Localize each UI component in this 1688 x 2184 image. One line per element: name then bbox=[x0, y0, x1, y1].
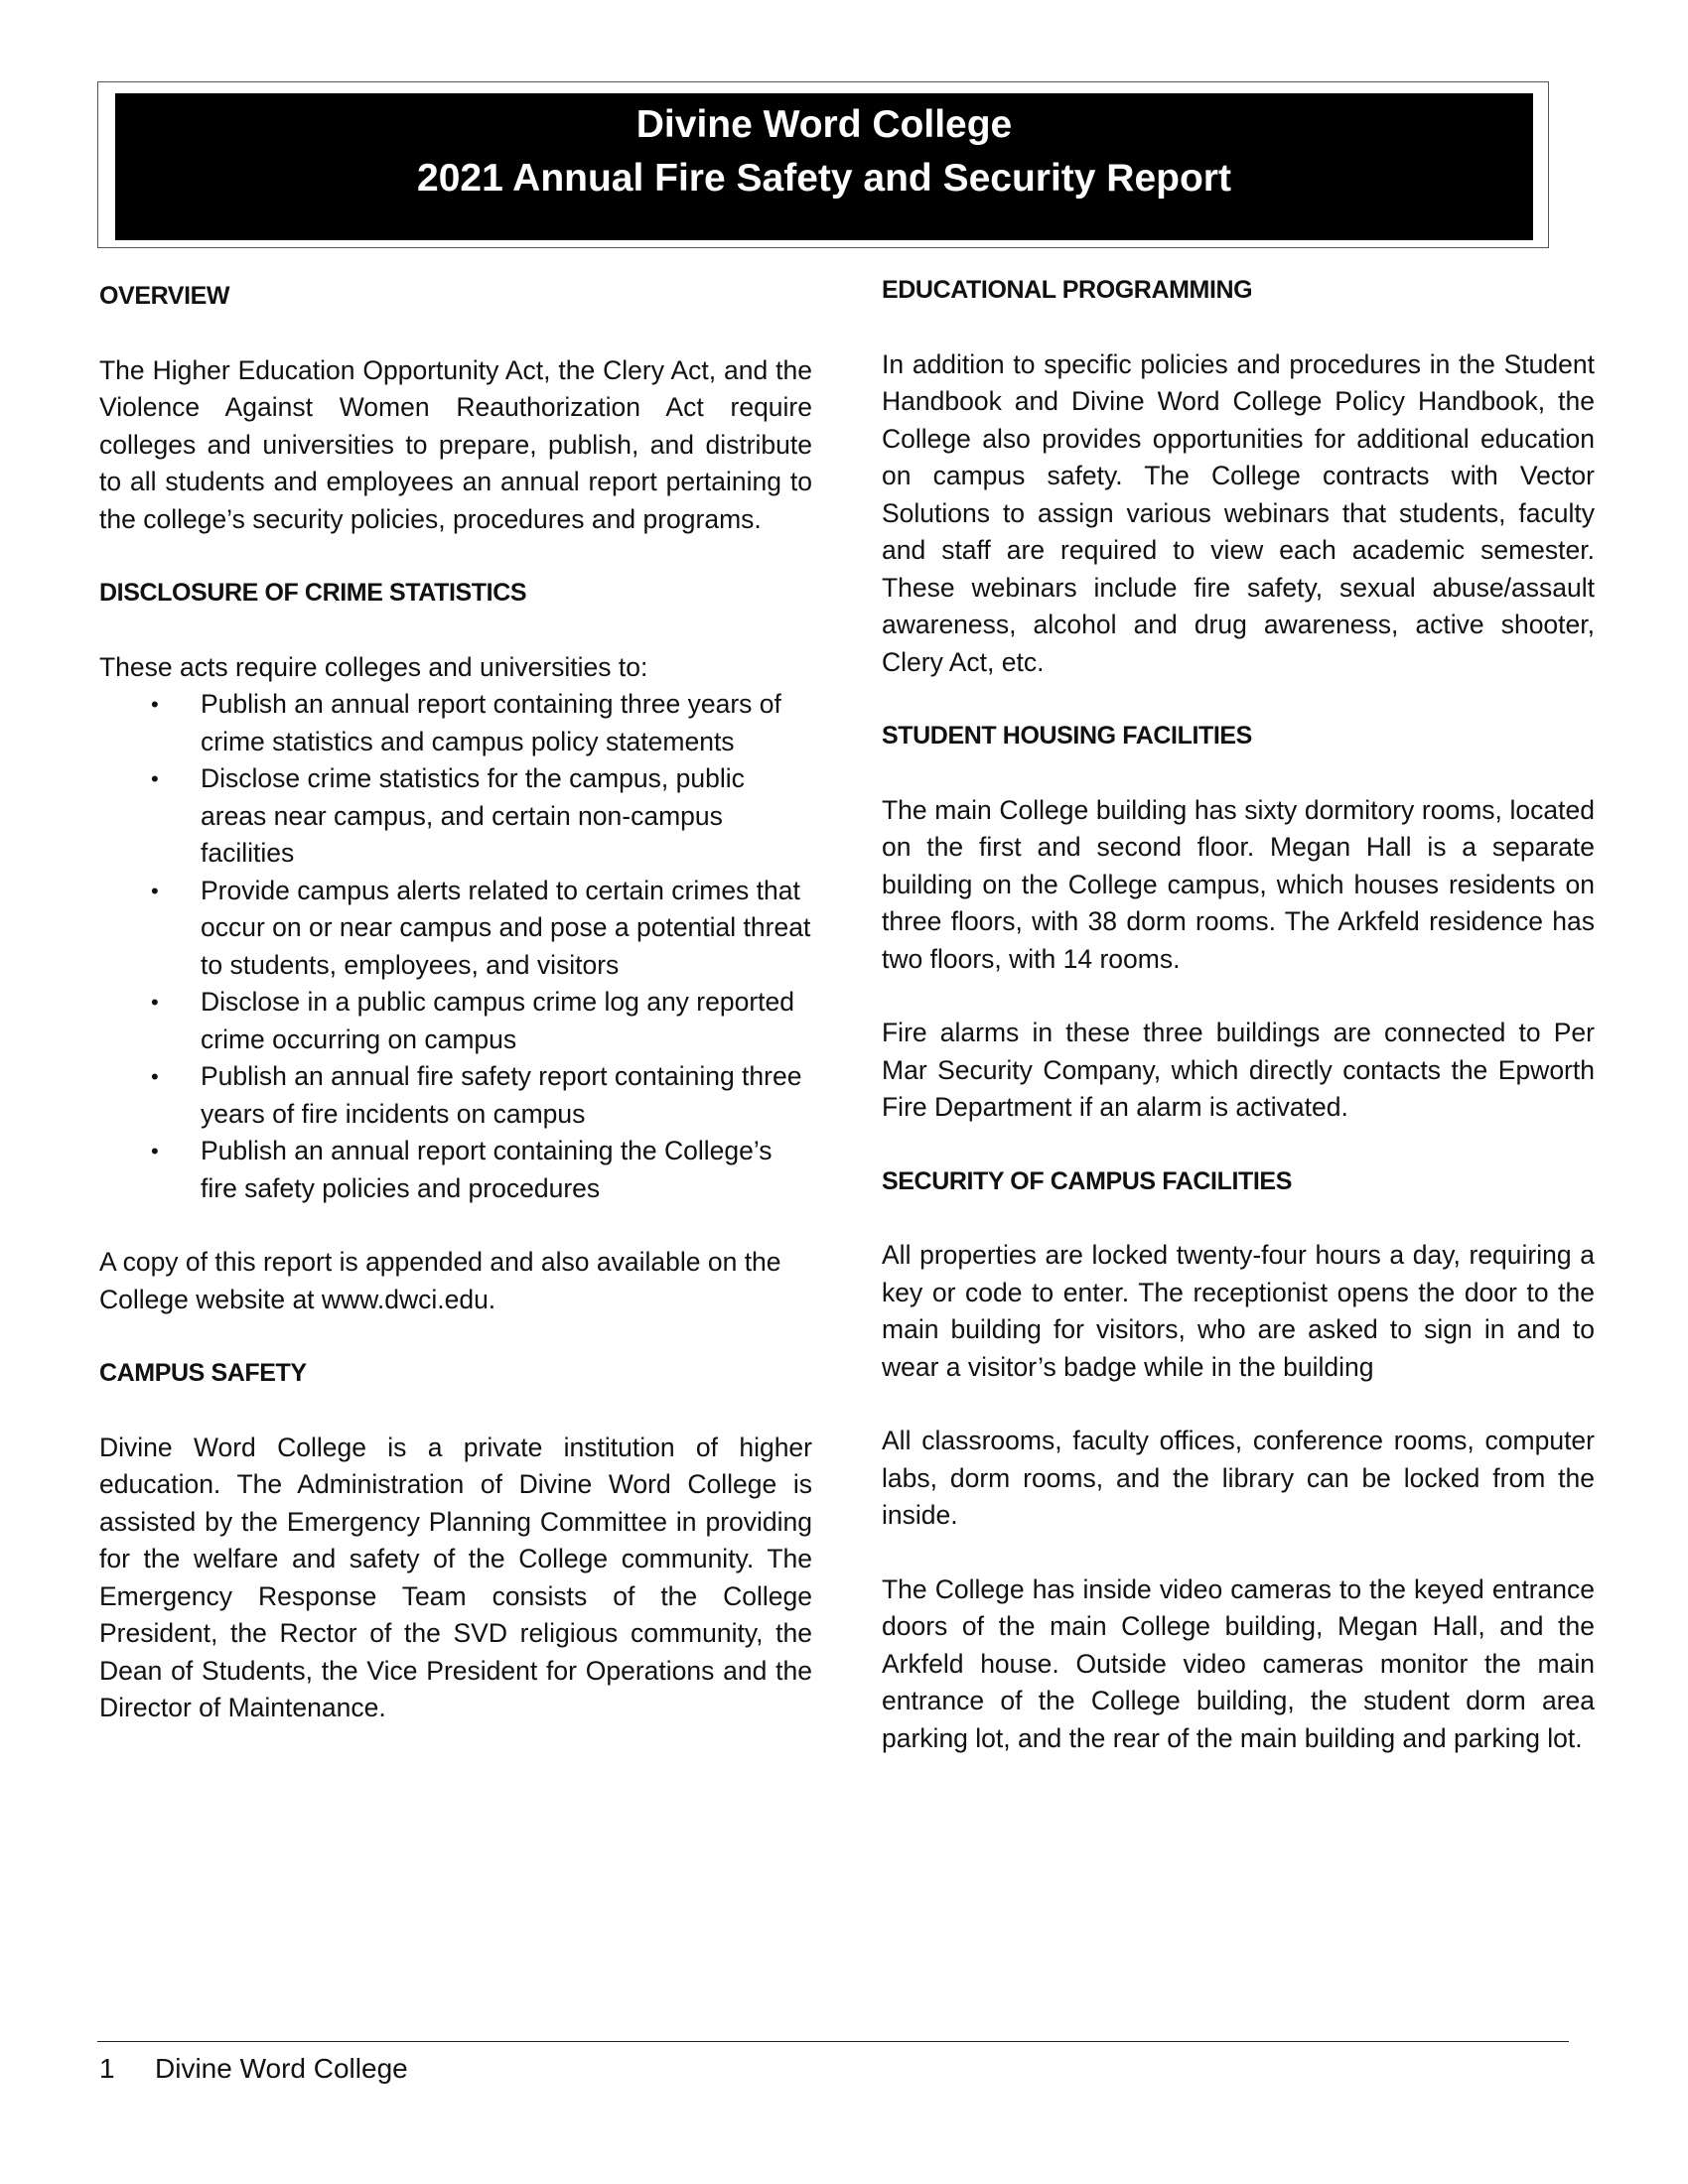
security-text-2: All classrooms, faculty offices, conference rooms, computer labs, dorm rooms, and the library can be locked from the inside. bbox=[882, 1426, 1595, 1530]
list-item: • Provide campus alerts related to certain crimes that occur on or near campus and pose a potential threat to students, employees, and visitors bbox=[201, 873, 812, 985]
footer-divider bbox=[97, 2041, 1569, 2042]
disclosure-list bbox=[99, 686, 812, 1207]
college-name: Divine Word College bbox=[635, 103, 1013, 146]
campus-safety-heading: CAMPUS SAFETY bbox=[99, 1359, 307, 1387]
disclosure-intro: These acts require colleges and universities to: bbox=[99, 651, 648, 682]
bullet-icon: • bbox=[151, 1064, 159, 1089]
educational-text: In addition to specific policies and procedures in the Student Handbook and Divine Word College Policy Handbook, the College also provides opportunities for additional education on campus safety. The College contracts with Vector Solutions to assign various webinars that students, faculty and staff are required to view each academic semester. These webinars include fire safety, sexual abuse/assault awareness, alcohol and drug awareness, active shooter, Clery Act, etc. bbox=[882, 348, 1595, 677]
housing-heading: STUDENT HOUSING FACILITIES bbox=[882, 722, 1252, 750]
bullet-icon: • bbox=[151, 1139, 159, 1163]
bullet-icon: • bbox=[151, 692, 159, 717]
overview-text: The Higher Education Opportunity Act, the Clery Act, and the Violence Against Women Reauthorization Act require colleges and universities to prepare, publish, and distribute to all students and employees an annual report pertaining to the college’s security policies, procedures and programs. bbox=[99, 354, 812, 534]
footer-label: Divine Word College bbox=[155, 2053, 408, 2084]
overview-heading: OVERVIEW bbox=[99, 282, 230, 310]
campus-safety-text: Divine Word College is a private institution of higher education. The Administration of Divine Word College is assisted by the Emergency Planning Committee in providing for the welfare and safety of the College community. The Emergency Response Team consists of the College President, the Rector of the SVD religious community, the Dean of Students, the Vice President for Operations and the Director of Maintenance. bbox=[99, 1432, 812, 1722]
security-heading: SECURITY OF CAMPUS FACILITIES bbox=[882, 1166, 1292, 1195]
bullet-icon: • bbox=[151, 878, 159, 903]
security-text-1: All properties are locked twenty-four hours a day, requiring a key or code to enter. The receptionist opens the door to the main building for visitors, who are asked to sign in and to wear a visitor’s badge while in the building bbox=[882, 1240, 1595, 1382]
list-item: • Publish an annual report containing the College’s fire safety policies and procedures bbox=[201, 1133, 812, 1207]
list-item: • Publish an annual fire safety report containing three years of fire incidents on campus bbox=[201, 1058, 812, 1133]
disclosure-heading: DISCLOSURE OF CRIME STATISTICS bbox=[99, 579, 527, 607]
housing-text-1: The main College building has sixty dormitory rooms, located on the first and second floor. Megan Hall is a separate building on the College campus, which houses residents on three floors, with 38 dorm rooms. The Arkfeld residence has two floors, with 14 rooms. bbox=[882, 794, 1595, 974]
list-item: • Publish an annual report containing three years of crime statistics and campus policy statements bbox=[201, 686, 812, 760]
list-item: • Disclose in a public campus crime log any reported crime occurring on campus bbox=[201, 984, 812, 1058]
title-banner bbox=[115, 93, 1533, 240]
educational-heading: EDUCATIONAL PROGRAMMING bbox=[882, 276, 1253, 304]
disclosure-closing: A copy of this report is appended and also available on the College website at www.dwci.edu. bbox=[99, 1247, 781, 1314]
page-footer bbox=[99, 2053, 408, 2085]
bullet-icon: • bbox=[151, 766, 159, 791]
list-item: • Disclose crime statistics for the campus, public areas near campus, and certain non-campus facilities bbox=[201, 760, 812, 873]
bullet-icon: • bbox=[151, 990, 159, 1015]
report-title: 2021 Annual Fire Safety and Security Report bbox=[417, 157, 1231, 200]
security-text-3: The College has inside video cameras to the keyed entrance doors of the main College building, Megan Hall, and the Arkfeld house. Outside video cameras monitor the main entrance of the College building, the student dorm area parking lot, and the rear of the main building and parking lot. bbox=[882, 1573, 1595, 1753]
left-column bbox=[99, 278, 812, 1764]
housing-text-2: Fire alarms in these three buildings are connected to Per Mar Security Company, which directly contacts the Epworth Fire Department if an alarm is activated. bbox=[882, 1018, 1595, 1122]
page-number: 1 bbox=[99, 2053, 115, 2084]
right-column bbox=[882, 272, 1595, 1794]
